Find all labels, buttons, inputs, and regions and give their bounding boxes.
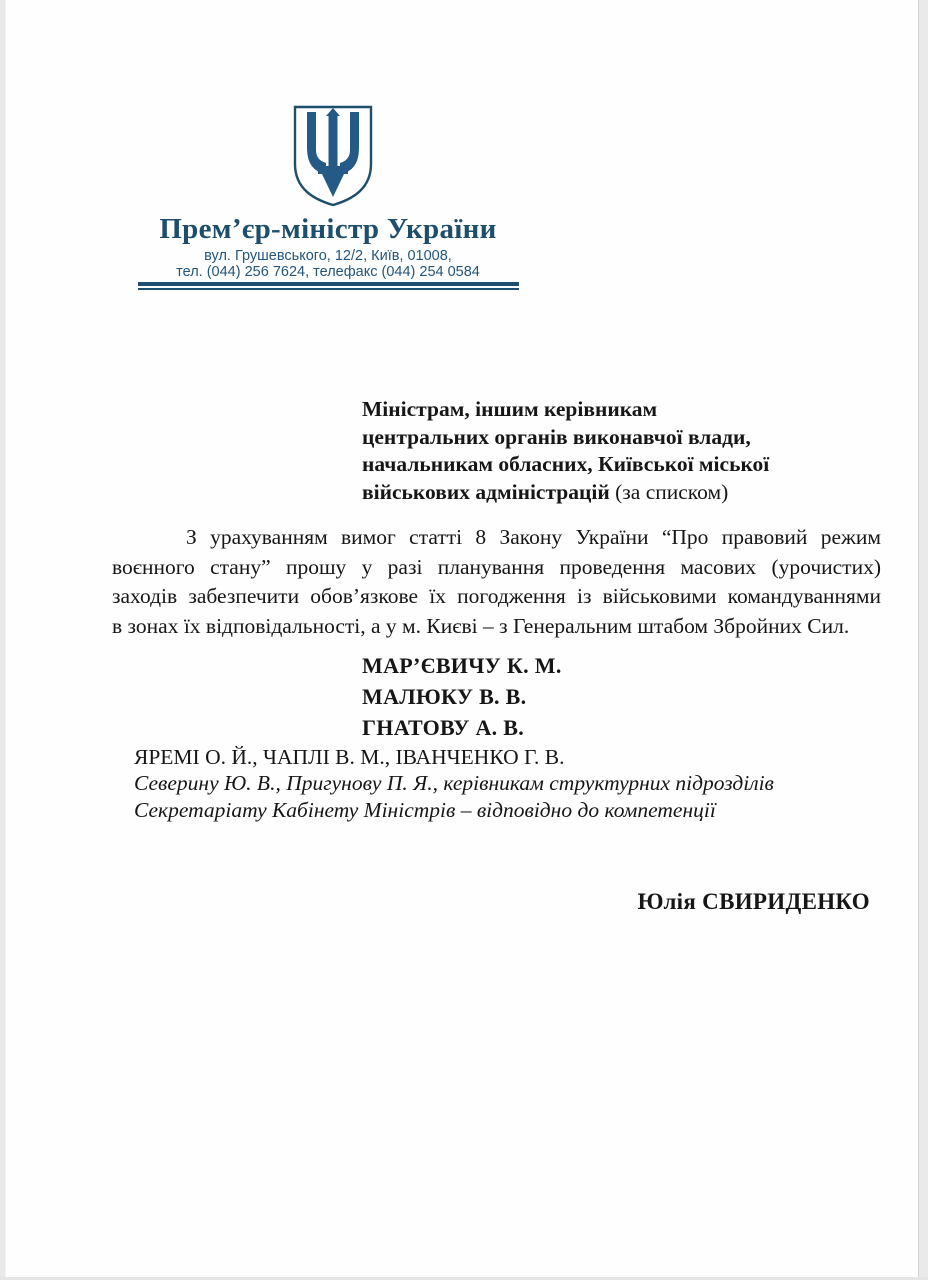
scan-edge-right [918,0,928,1280]
ukraine-trident-emblem-icon [290,104,376,208]
scan-edge-left [0,0,6,1280]
addressee-line: центральних органів виконавчої влади, [362,424,751,449]
body-line: в зонах їх відповідальності, а у м. Києві – з Генеральним штабом Збройних Сил. [112,613,850,638]
recipients-italic-line: Секретаріату Кабінету Міністрів – відповідно до компетенції [134,797,716,822]
recipients-italic-line: Северину Ю. В., Пригунову П. Я., керівникам структурних підрозділів [134,771,774,796]
letterhead-address-line2: тел. (044) 256 7624, телефакс (044) 254 0584 [176,264,480,280]
recipients-misc-block [134,744,834,823]
recipients-caps-line: ЯРЕМІ О. Й., ЧАПЛІ В. М., ІВАНЧЕНКО Г. В. [134,745,565,769]
addressee-line [362,479,832,507]
signature-name: Юлія СВИРИДЕНКО [637,889,870,914]
addressee-line: Міністрам, іншим керівникам [362,397,658,421]
body-line: заходів забезпечити обов’язкове їх погодження із військовими командуваннями [112,584,881,608]
addressee-line4-suffix: (за списком) [609,479,729,504]
letterhead-address [128,248,528,280]
addressee-block [362,396,832,506]
divider-thin-line [138,288,519,290]
letterhead-divider [138,282,519,290]
recipient-name: ГНАТОВУ А. В. [362,715,525,740]
recipient-name: МАР’ЄВИЧУ К. М. [362,653,562,678]
addressee-line4-bold: військових адміністрацій [362,479,610,504]
body-paragraph [112,523,881,641]
body-line: воєнного стану” прошу у разі планування проведення масових (урочистих) [112,554,881,579]
recipients-bold-block [362,650,562,743]
letterhead-title: Прем’єр-міністр України [159,213,497,245]
body-line: З урахуванням вимог статті 8 Закону України “Про правовий режим [186,525,881,549]
addressee-line: начальникам обласних, Київської міської [362,452,770,477]
recipient-name: МАЛЮКУ В. В. [362,684,527,709]
letterhead-address-line1: вул. Грушевського, 12/2, Київ, 01008, [204,248,452,264]
divider-thick-line [138,282,519,286]
